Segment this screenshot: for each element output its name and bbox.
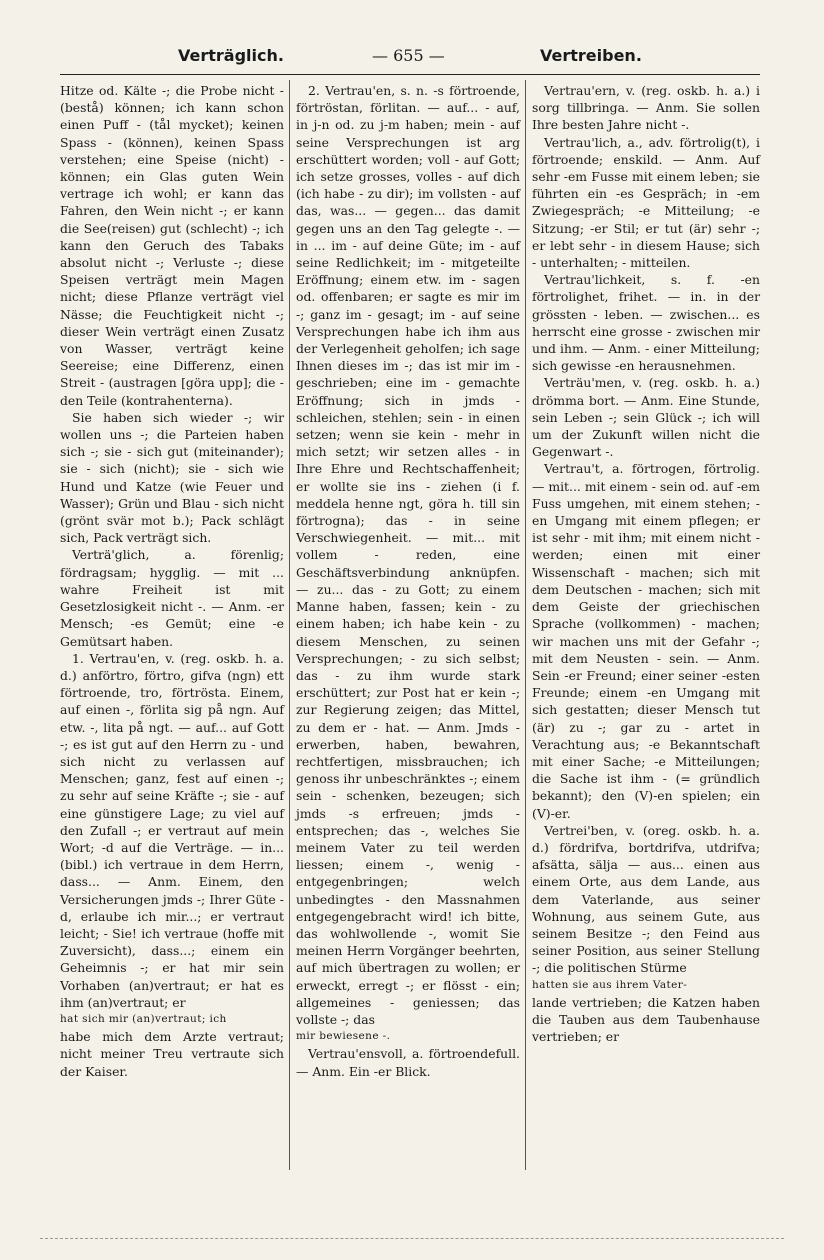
header-right-word: Vertreiben. [540,46,642,65]
entry-text: lande vertrieben; die Katzen haben die Tauben aus dem Taubenhause vertrieben; er [532,994,760,1045]
entry-vertraeumen: Verträu'men, v. (reg. oskb. h. a.) drömma bort. — Anm. Eine Stunde, sein Leben -; sein Glück -; ich will um der Zukunft willen nicht die Gegenwart -. [532,375,760,460]
entry-vertraeglich: Verträ'glich, a. förenlig; fördragsam; hygglig. — mit ... wahre Freiheit ist mit Gesetzlosigkeit nicht -. — Anm. -er Mensch; -es Gemüt; eine -e Gemütsart haben. [60,547,284,649]
entry-text: Hitze od. Kälte -; die Probe nicht - (bestå) können; ich kann schon einen Puff - (tål mycket); keinen Spass - (können), keinen Spass verstehen; eine Speise (nicht) - können; ein Glas guten Wein vertrage ich wohl; er kann das Fahren, den Wein nicht -; er kann die See(reisen) gut (schlecht) -; ich kann den Geruch des Tabaks absolut nicht -; Verluste -; diese Speisen verträgt mein Magen nicht; diese Pflanze verträgt viel Nässe; die Feuchtigkeit nicht -; dieser Wein verträgt einen Zusatz von Wasser, verträgt keine Seereise; eine Differenz, einen Streit - (austragen [göra upp]; die -den Teile (kontrahenterna). [60,83,284,408]
entry-text-small: hatten sie aus ihrem Vater- [532,978,688,991]
entry-vertrauen-noun: 2. Vertrau'en, s. n. -s förtroende, förtröstan, förlitan. — auf... - auf, in j-n od. zu j-m haben; mein - auf seine Versprechungen ist arg erschüttert worden; voll - auf Gott; ich setze grosses, volles - auf dich (ich habe - zu dir); im vollsten - auf das, was... — gegen... das damit gegen uns an den Tag gelegte -. — in ... im - auf deine Güte; im - auf seine Redlichkeit; im - mitgeteilte Eröffnung; einem etw. im - sagen od. offenbaren; er sagte es mir im -; ganz im - gesagt; im - auf seine Versprechungen habe ich ihm aus der Verlegenheit geholfen; ich sage Ihnen dieses im -; das ist mir im - geschrieben; eine im - gemachte Eröffnung; sich in jmds - schleichen, stehlen; sein - in einen setzen; wenn sie kein - mehr in mich setzt; wir setzen alles - in Ihre Ehre und Rechtschaffenheit; er wollte sie ins - ziehen (i f. meddela henne ngt, göra h. till sin förtrogna); das - in seine Verschwiegenheit. — mit... mit vollem - reden, eine Geschäftsverbindung anknüpfen. — zu... das - zu Gott; zu einem Manne haben, fassen; kein - zu einem haben; ich habe kein - zu diesem Menschen, zu seinen Versprechungen; - zu sich selbst; das - zu ihm wurde stark erschüttert; zur Post hat er kein -; zur Regierung zeigen; das Mittel, zu dem er - hat. — Anm. Jmds - erwerben, haben, bewahren, rechtfertigen, missbrauchen; ich genoss ihr unbeschränktes -; einem sein - schenken, bezeugen; sich jmds -s erfreuen; jmds - entsprechen; das -, welches Sie meinem Vater zu teil werden liessen; einem -, wenig - entgegenbringen; welch unbedingtes - den Massnahmen entgegengebracht wird! ich bitte, das wohlwollende -, womit Sie meinen Herrn Vorgänger beehrten, auf mich übertragen zu wollen; er erweckt, erregt -; er flösst - ein; allgemeines - geniessen; das vollste -; das [296,83,520,1027]
entry-text: Sie haben sich wieder -; wir wollen uns -; die Parteien haben sich -; sie - sich gut (miteinander); sie - sich (nicht); sie - sich wie Hund und Katze (wie Feuer und Wasser); Grün und Blau - sich nicht (grönt svär mot b.); Pack schlägt sich, Pack verträgt sich. [60,409,284,546]
entry-text-small: hat sich mir (an)vertraut; ich [60,1012,227,1025]
entry-vertraulich: Vertrau'lich, a., adv. förtrolig(t), i förtroende; enskild. — Anm. Auf sehr -em Fusse mit einem leben; sie führten ein -es Gespräch; in -em Zwiegespräch; -e Mitteilung; -e Sitzung; -er Stil; er tut (är) sehr -; er lebt sehr - in diesem Hause; sich - unterhalten; - mitteilen. [532,134,760,271]
column-3 [532,82,760,1045]
column-divider [289,80,290,1170]
page-header [60,46,760,70]
column-2 [296,82,520,1080]
entry-vertrauen-verb: 1. Vertrau'en, v. (reg. oskb. h. a. d.) anförtro, förtro, gifva (ngn) ett förtroende, tro, förtrösta. Einem, auf einen -, förlita sig på ngn. Auf etw. -, lita på ngt. — auf... auf Gott -; es ist gut auf den Herrn zu - und sich nicht zu verlassen auf Menschen; ganz, fest auf einen -; zu sehr auf seine Kräfte -; sie - auf eine günstigere Lage; zu viel auf den Zufall -; er vertraut auf mein Wort; -d auf die Verträge. — in... (bibl.) ich vertraue in dem Herrn, dass... — Anm. Einem, den Versicherungen jmds -; Ihrer Güte -d, erlaube ich mir...; er vertraut leicht; - Sie! ich vertraue (hoffe mit Zuversicht), dass...; einem ein Geheimnis -; er hat mir sein Vorhaben (an)vertraut; er hat es ihm (an)vertraut; er [60,650,284,1010]
header-left-word: Verträglich. [178,46,284,65]
column-divider [525,80,526,1170]
page-bottom-edge [40,1238,784,1240]
entry-text-small: mir bewiesene -. [296,1030,391,1043]
header-rule [60,74,760,75]
entry-vertraulichkeit: Vertrau'lichkeit, s. f. -en förtrolighet, frihet. — in. in der grössten - leben. — zwischen... es herrscht eine grosse - zwischen mir und ihm. — Anm. - einer Mitteilung; sich gewisse -en herausnehmen. [532,272,760,374]
page-number: — 655 — [372,46,445,65]
entry-vertrauensvoll: Vertrau'ensvoll, a. förtroendefull. — Anm. Ein -er Blick. [296,1046,520,1079]
entry-vertrauern: Vertrau'ern, v. (reg. oskb. h. a.) i sorg tillbringa. — Anm. Sie sollen Ihre besten Jahre nicht -. [532,83,760,133]
entry-vertreiben: Vertrei'ben, v. (oreg. oskb. h. a. d.) fördrifva, bortdrifva, utdrifva; afsätta, sälja — aus... einen aus einem Orte, aus dem Lande, aus dem Vaterlande, aus seiner Wohnung, aus seinem Gute, aus seinem Besitze -; den Feind aus seiner Position, aus seiner Stellung -; die politischen Stürme [532,822,760,976]
entry-vertraut: Vertrau't, a. förtrogen, förtrolig. — mit... mit einem - sein od. auf -em Fuss umgehen, mit einem stehen; -en Umgang mit einem pflegen; er ist sehr - mit ihm; mit einem nicht - werden; einen mit einer Wissenschaft - machen; sich mit dem Deutschen - machen; sich mit dem Geiste der griechischen Sprache (vollkommen) - machen; wir machen uns mit der Gefahr -; mit dem Neusten - sein. — Anm. Sein -er Freund; einer seiner -esten Freunde; einem -en Umgang mit sich gestatten; dieser Mensch tut (är) zu -; gar zu - artet in Verachtung aus; -e Bekanntschaft mit einer Sache; -e Mitteilungen; die Sache ist ihm - (= gründlich bekannt); den (V)-en spielen; ein (V)-er. [532,461,760,821]
entry-text: habe mich dem Arzte vertraut; nicht meiner Treu vertraute sich der Kaiser. [60,1029,284,1079]
column-1 [60,82,284,1080]
